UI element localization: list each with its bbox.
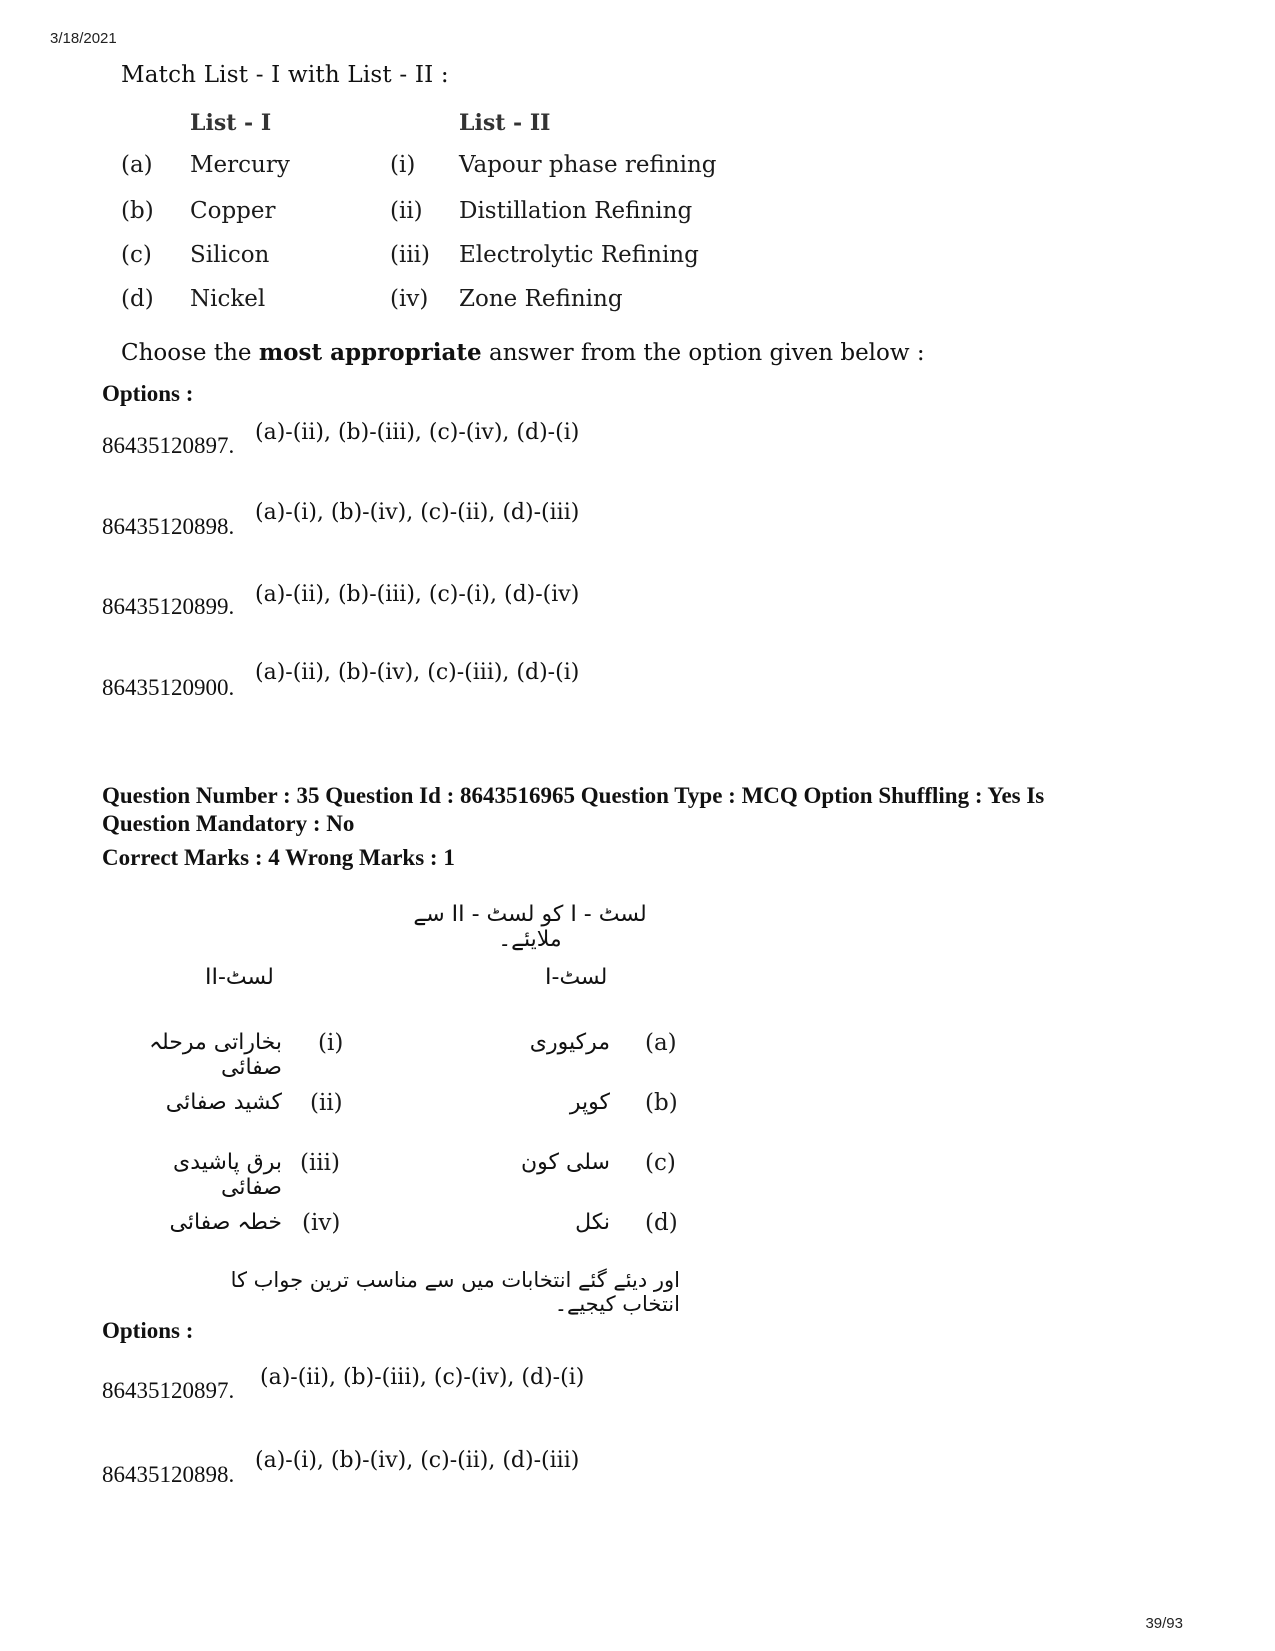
row-item: Nickel: [190, 286, 266, 312]
row-desc: Vapour phase refining: [459, 152, 717, 178]
row-letter: (d): [121, 286, 154, 312]
option-text[interactable]: (a)-(ii), (b)-(iv), (c)-(iii), (d)-(i): [255, 660, 580, 685]
option-id: 86435120898.: [102, 514, 235, 539]
urdu-row-letter: (a): [645, 1030, 677, 1056]
urdu-instruction: لسٹ - I کو لسٹ - II سے ملایئے۔: [413, 902, 647, 952]
urdu-row-desc: کشید صفائی: [165, 1090, 282, 1115]
urdu-row-desc: خطہ صفائی: [169, 1210, 282, 1235]
urdu-row-desc: بخاراتی مرحلہ صفائی: [149, 1030, 282, 1080]
row-item: Copper: [190, 198, 276, 224]
urdu-row-item: مرکیوری: [529, 1030, 610, 1055]
urdu-row-roman: (iii): [300, 1150, 341, 1176]
row-roman: (i): [390, 152, 416, 178]
urdu-choose-instruction: اور دیئے گئے انتخابات میں سے مناسب ترین جواب کا انتخاب کیجیے۔: [230, 1268, 680, 1316]
options-label: Options :: [102, 1318, 194, 1343]
option-id: 86435120898.: [102, 1462, 235, 1487]
urdu-row-roman: (ii): [310, 1090, 343, 1116]
question-meta-line: Question Number : 35 Question Id : 8643516965 Question Type : MCQ Option Shuffling : Yes Is: [102, 783, 1045, 808]
option-id: 86435120897.: [102, 1378, 235, 1403]
options-label: Options :: [102, 381, 194, 406]
row-item: Mercury: [190, 152, 290, 178]
urdu-row-item: کوپر: [569, 1090, 610, 1115]
choose-post: answer from the option given below :: [481, 340, 925, 366]
option-text[interactable]: (a)-(ii), (b)-(iii), (c)-(iv), (d)-(i): [255, 420, 580, 445]
row-roman: (ii): [390, 198, 423, 224]
urdu-row-item: سلی کون: [520, 1150, 610, 1175]
row-letter: (a): [121, 152, 153, 178]
option-text[interactable]: (a)-(i), (b)-(iv), (c)-(ii), (d)-(iii): [255, 1448, 580, 1473]
row-item: Silicon: [190, 242, 270, 268]
row-roman: (iv): [390, 286, 429, 312]
option-text[interactable]: (a)-(ii), (b)-(iii), (c)-(iv), (d)-(i): [260, 1365, 585, 1390]
row-roman: (iii): [390, 242, 431, 268]
option-id: 86435120899.: [102, 594, 235, 619]
question-meta: [102, 782, 1182, 838]
row-desc: Electrolytic Refining: [459, 242, 699, 268]
row-letter: (c): [121, 242, 152, 268]
urdu-row-roman: (i): [318, 1030, 344, 1056]
choose-pre: Choose the: [121, 340, 259, 366]
option-text[interactable]: (a)-(i), (b)-(iv), (c)-(ii), (d)-(iii): [255, 500, 580, 525]
urdu-list-1-heading: لسٹ-I: [545, 965, 608, 990]
urdu-row-desc: برق پاشیدی صفائی: [173, 1150, 282, 1200]
question-instruction: Match List - I with List - II :: [121, 62, 449, 88]
choose-bold: most appropriate: [258, 339, 482, 366]
urdu-row-letter: (c): [645, 1150, 676, 1176]
list-1-heading: List - I: [190, 110, 272, 136]
option-id: 86435120900.: [102, 675, 235, 700]
option-text[interactable]: (a)-(ii), (b)-(iii), (c)-(i), (d)-(iv): [255, 582, 580, 607]
page-number: 39/93: [1145, 1615, 1183, 1632]
row-desc: Distillation Refining: [459, 198, 693, 224]
urdu-row-letter: (d): [645, 1210, 678, 1236]
question-meta-line: Question Mandatory : No: [102, 811, 355, 836]
urdu-row-roman: (iv): [302, 1210, 341, 1236]
urdu-list-2-heading: لسٹ-II: [205, 965, 274, 990]
choose-instruction: [121, 339, 925, 366]
urdu-row-item: نکل: [575, 1210, 610, 1235]
print-date: 3/18/2021: [50, 30, 117, 47]
row-letter: (b): [121, 198, 154, 224]
list-2-heading: List - II: [459, 110, 551, 136]
urdu-row-letter: (b): [645, 1090, 678, 1116]
option-id: 86435120897.: [102, 433, 235, 458]
row-desc: Zone Refining: [459, 286, 623, 312]
marks-info: Correct Marks : 4 Wrong Marks : 1: [102, 845, 455, 870]
